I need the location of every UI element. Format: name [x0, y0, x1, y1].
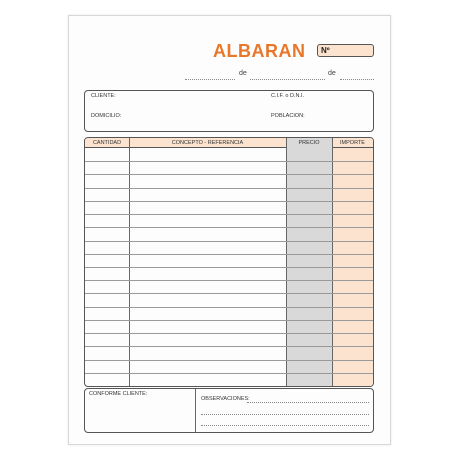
town-label: POBLACION:	[271, 113, 305, 119]
header-price: PRECIO	[286, 138, 332, 148]
date-day-line[interactable]	[185, 79, 235, 80]
table-row[interactable]	[85, 267, 373, 268]
table-row[interactable]	[85, 227, 373, 228]
table-row[interactable]	[85, 174, 373, 175]
table-row[interactable]	[85, 373, 373, 374]
table-row[interactable]	[85, 320, 373, 321]
header-amount: IMPORTE	[340, 140, 365, 146]
observations-line[interactable]	[201, 425, 369, 426]
table-row[interactable]	[85, 346, 373, 347]
table-row[interactable]	[85, 307, 373, 308]
date-year-line[interactable]	[340, 79, 374, 80]
table-row[interactable]	[85, 214, 373, 215]
observations-line[interactable]	[201, 414, 369, 415]
items-table	[84, 137, 374, 387]
table-row[interactable]	[85, 254, 373, 255]
cif-label: C.I.F. o D.N.I.	[271, 93, 305, 99]
table-row[interactable]	[85, 161, 373, 162]
table-row[interactable]	[85, 241, 373, 242]
table-row[interactable]	[85, 360, 373, 361]
conforme-label: CONFORME CLIENTE:	[89, 391, 148, 397]
table-row[interactable]	[85, 201, 373, 202]
number-field[interactable]	[317, 44, 374, 57]
table-row[interactable]	[85, 188, 373, 189]
address-label: DOMICILIO:	[91, 113, 122, 119]
header-concept: CONCEPTO - REFERENCIA	[171, 140, 244, 146]
date-connector-2: de	[328, 70, 336, 77]
footer-box	[84, 388, 374, 433]
table-row[interactable]	[85, 293, 373, 294]
client-info-box	[84, 90, 374, 132]
table-row[interactable]	[85, 280, 373, 281]
date-connector-1: de	[239, 70, 247, 77]
number-label: Nº	[321, 46, 330, 55]
header-quantity: CANTIDAD	[92, 140, 122, 146]
footer-divider	[195, 389, 196, 432]
table-row[interactable]	[85, 333, 373, 334]
client-label: CLIENTE:	[91, 93, 116, 99]
observations-label: OBSERVACIONES:	[201, 396, 250, 402]
date-month-line[interactable]	[250, 79, 325, 80]
form-title: ALBARAN	[213, 41, 306, 61]
observations-line[interactable]	[247, 402, 369, 403]
